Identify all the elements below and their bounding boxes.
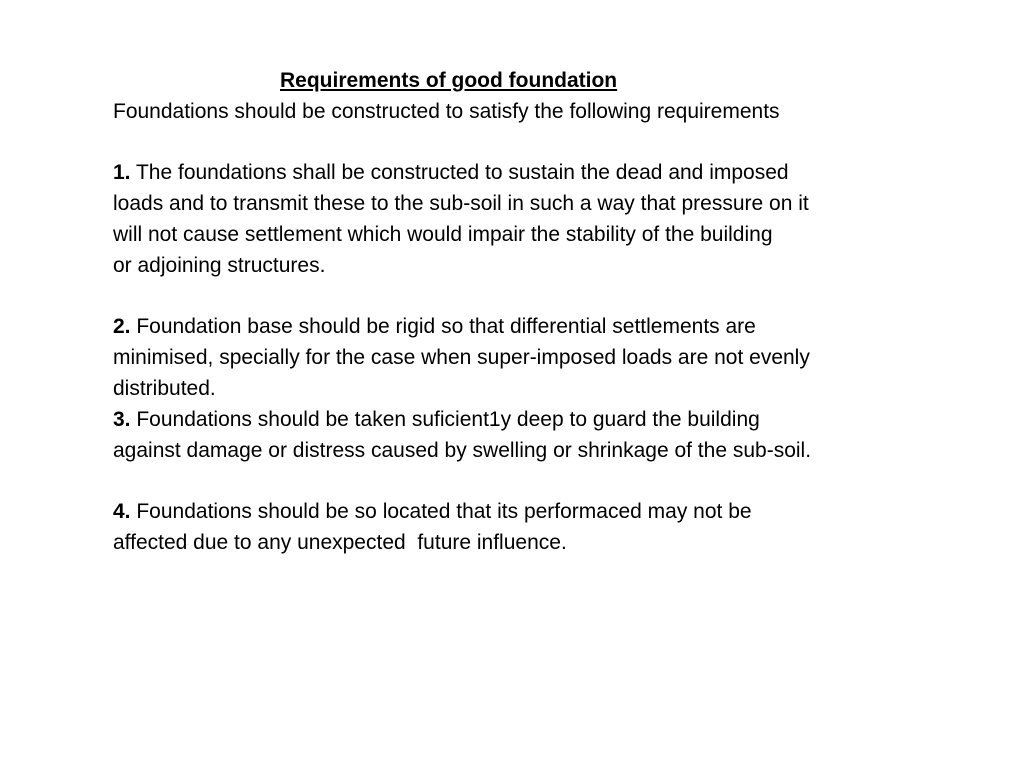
requirement-line xyxy=(113,497,913,528)
requirement-line xyxy=(113,405,913,436)
requirement-1 xyxy=(113,158,913,281)
requirement-line: distributed. xyxy=(113,376,216,400)
requirement-line: against damage or distress caused by swelling or shrinkage of the sub-soil. xyxy=(113,438,812,462)
spacer xyxy=(113,128,913,159)
requirement-number: 3. xyxy=(113,407,131,431)
requirement-2 xyxy=(113,312,913,404)
requirement-line xyxy=(113,312,913,343)
spacer xyxy=(113,466,913,497)
requirement-line: or adjoining structures. xyxy=(113,253,326,277)
requirement-text: Foundations should be taken suficient1y deep to guard the building xyxy=(130,407,760,431)
requirement-4 xyxy=(113,497,913,559)
requirement-text: Foundation base should be rigid so that differential settlements are xyxy=(130,315,756,339)
requirement-number: 2. xyxy=(113,315,131,339)
requirement-text: The foundations shall be constructed to sustain the dead and imposed xyxy=(130,161,789,185)
requirement-line: minimised, specially for the case when super-imposed loads are not evenly xyxy=(113,346,810,370)
requirement-number: 4. xyxy=(113,500,131,524)
requirement-line: affected due to any unexpected future influence. xyxy=(113,530,567,554)
spacer xyxy=(113,282,913,313)
requirement-line: loads and to transmit these to the sub-soil in such a way that pressure on it xyxy=(113,192,809,216)
document-title: Requirements of good foundation xyxy=(280,69,618,92)
requirement-3 xyxy=(113,405,913,467)
intro-text: Foundations should be constructed to satisfy the following requirements xyxy=(113,99,780,123)
requirement-text: Foundations should be so located that its performaced may not be xyxy=(130,500,752,524)
document-body xyxy=(113,66,913,559)
requirement-line xyxy=(113,158,913,189)
requirement-number: 1. xyxy=(113,161,131,185)
requirement-line: will not cause settlement which would impair the stability of the building xyxy=(113,222,773,246)
